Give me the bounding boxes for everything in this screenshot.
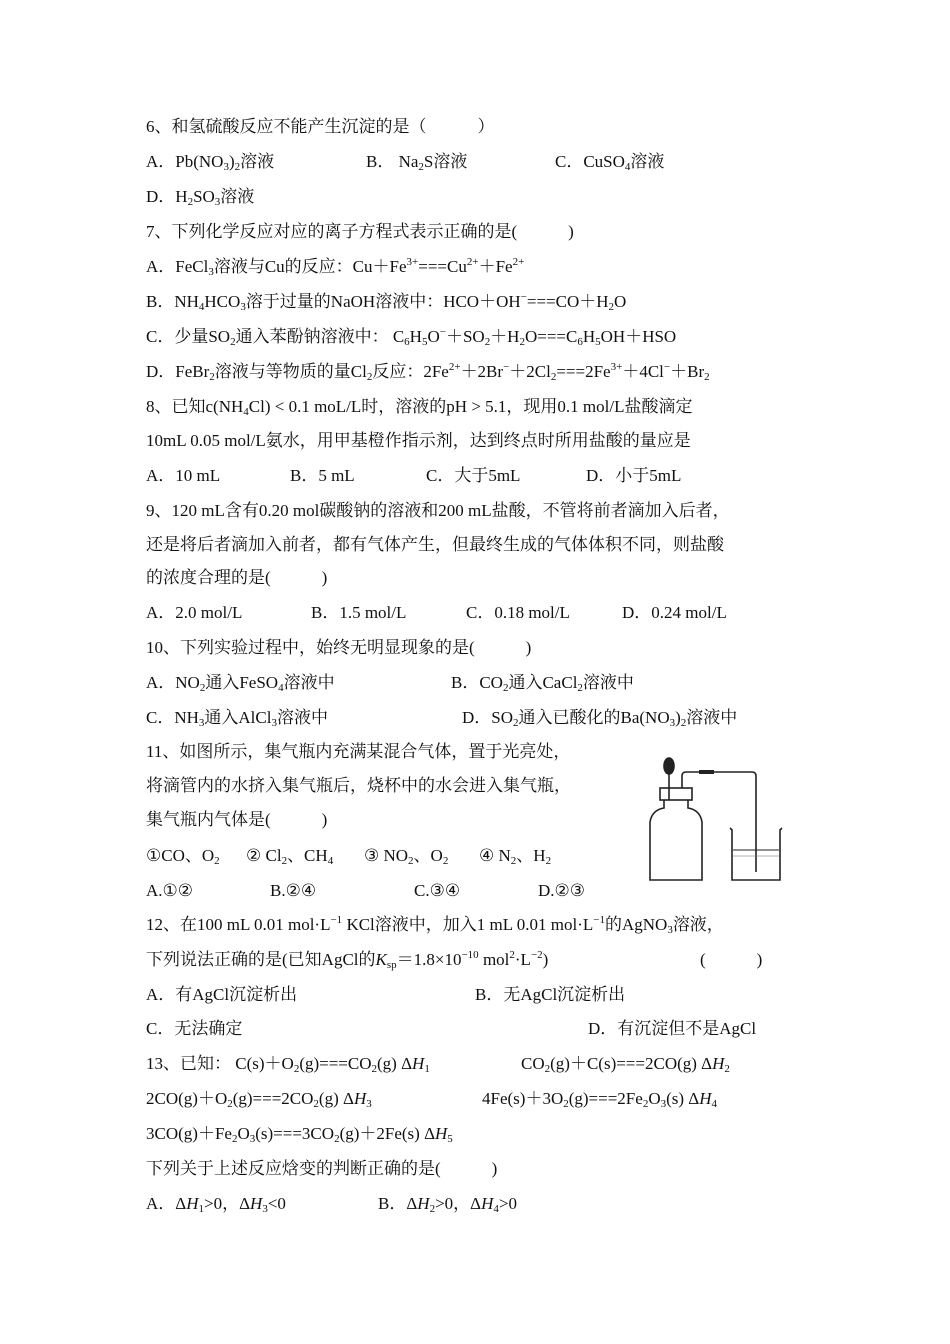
q7-option-a: A．FeCl$_3$溶液与Cu的反应：$Cu+Fe^{3+}===Cu^{2+}+Fe^{2+}$ bbox=[146, 256, 525, 278]
q7-stem: 7、下列化学反应对应的离子方程式表示正确的是( ) bbox=[146, 222, 574, 241]
q9-option-d: D．0.24 mol/L bbox=[622, 603, 727, 622]
q11-gas-3: ③ $NO_2$、$O_2$ bbox=[364, 846, 449, 867]
q11-gas-4: ④ $N_2$、$H_2$ bbox=[479, 846, 552, 867]
q12-stem-line-2: 下列说法正确的是(已知AgCl的$K_{sp}=1.8\times 10^{-10}$ $mol^2\cdot L^{-2}$) bbox=[146, 949, 549, 971]
q9-option-c: C．0.18 mol/L bbox=[466, 603, 570, 622]
q8-option-d: D．小于5mL bbox=[586, 466, 682, 485]
q8-stem-line-1: 8、已知$c(NH_4Cl) < 0.1$ moL/L时，溶液的pH > 5.1，现用0.1 mol/L盐酸滴定 bbox=[146, 397, 693, 418]
q6-option-c: C．CuSO$_4$溶液 bbox=[555, 152, 665, 173]
q12-option-c: C．无法确定 bbox=[146, 1019, 243, 1038]
q6-stem: 6、和氢硫酸反应不能产生沉淀的是（ ） bbox=[146, 117, 495, 136]
q6-option-b: B． $Na_2S$溶液 bbox=[366, 152, 468, 173]
q11-option-c: C.③④ bbox=[414, 881, 461, 900]
dropper-bulb bbox=[664, 758, 674, 774]
q13-eq-3: $2CO(g)+O_2(g)===2CO_2(g)$ $\Delta H_3$ bbox=[146, 1089, 372, 1110]
stopper bbox=[660, 788, 692, 800]
q11-option-b: B.②④ bbox=[270, 881, 317, 900]
q13-eq-2: $CO_2(g)+C(s)===2CO(g)$ $\Delta H_2$ bbox=[521, 1054, 730, 1075]
q13-stem: 下列关于上述反应焓变的判断正确的是( ) bbox=[146, 1159, 498, 1178]
q8-option-c: C．大于5mL bbox=[426, 466, 521, 485]
q9-stem-line-1: 9、120 mL含有0.20 mol碳酸钠的溶液和200 mL盐酸，不管将前者滴加入后者， bbox=[146, 501, 730, 520]
q7-option-d: D．FeBr$_2$溶液与等物质的量$Cl_2$反应：$2Fe^{2+}+2Br^-+2Cl_2===2Fe^{3+}+4Cl^-+Br_2$ bbox=[146, 361, 710, 383]
q11-option-a: A.①② bbox=[146, 881, 194, 900]
q8-stem-line-2: 10mL 0.05 mol/L氨水，用甲基橙作指示剂，达到终点时所用盐酸的量应是 bbox=[146, 431, 691, 450]
q7-option-b: B．$NH_4HCO_3$溶于过量的NaOH溶液中：$HCO+OH^-===CO+H_2O$ bbox=[146, 291, 627, 313]
q10-option-b: B．$CO_2$通入CaCl$_2$溶液中 bbox=[451, 673, 634, 694]
q12-option-b: B．无AgCl沉淀析出 bbox=[475, 985, 626, 1004]
q9-option-a: A．2.0 mol/L bbox=[146, 603, 243, 622]
q13-eq-1: 13、已知： $C(s)+O_2(g)===CO_2(g)$ $\Delta H_1$ bbox=[146, 1054, 430, 1075]
q9-stem-line-3: 的浓度合理的是( ) bbox=[146, 568, 328, 587]
q6-option-a: A．$Pb(NO_3)_2$溶液 bbox=[146, 152, 275, 173]
q11-stem-line-1: 11、如图所示，集气瓶内充满某混合气体，置于光亮处， bbox=[146, 742, 571, 761]
q6-option-d: D．$H_2SO_3$溶液 bbox=[146, 187, 255, 208]
q12-option-d: D．有沉淀但不是AgCl bbox=[588, 1019, 757, 1038]
connecting-tube bbox=[682, 772, 756, 872]
q12-answer-paren: ( ) bbox=[700, 950, 763, 969]
q9-option-b: B．1.5 mol/L bbox=[311, 603, 407, 622]
q11-stem-line-3: 集气瓶内气体是( ) bbox=[146, 810, 328, 829]
q12-option-a: A．有AgCl沉淀析出 bbox=[146, 985, 298, 1004]
q11-gas-1: ①CO、$O_2$ bbox=[146, 846, 220, 867]
q8-option-b: B．5 mL bbox=[290, 466, 355, 485]
q10-option-d: D．$SO_2$通入已酸化的$Ba(NO_3)_2$溶液中 bbox=[462, 708, 738, 729]
q11-gas-2: ② $Cl_2$、$CH_4$ bbox=[246, 846, 334, 867]
q13-option-b: B．$\Delta H_2>0$，$\Delta H_4>0$ bbox=[378, 1194, 517, 1215]
q8-option-a: A．10 mL bbox=[146, 466, 221, 485]
q11-stem-line-2: 将滴管内的水挤入集气瓶后，烧杯中的水会进入集气瓶， bbox=[146, 776, 571, 795]
q13-option-a: A．$\Delta H_1>0$，$\Delta H_3<0$ bbox=[146, 1194, 286, 1215]
q13-eq-5: $3CO(g)+Fe_2O_3(s)===3CO_2(g)+2Fe(s)$ $\Delta H_5$ bbox=[146, 1124, 453, 1145]
q10-stem: 10、下列实验过程中，始终无明显现象的是( ) bbox=[146, 638, 532, 657]
q12-stem-line-1: 12、在100 mL 0.01 $mol\cdot L^{-1}$ KCl溶液中，加入1 mL 0.01 $mol\cdot L^{-1}$的AgNO$_3$溶液， bbox=[146, 914, 724, 936]
gas-bottle-apparatus-figure bbox=[644, 752, 790, 884]
q10-option-a: A．$NO_2$通入FeSO$_4$溶液中 bbox=[146, 673, 335, 694]
q13-eq-4: $4Fe(s)+3O_2(g)===2Fe_2O_3(s)$ $\Delta H_4$ bbox=[482, 1089, 717, 1110]
q10-option-c: C．$NH_3$通入AlCl$_3$溶液中 bbox=[146, 708, 328, 729]
q9-stem-line-2: 还是将后者滴加入前者，都有气体产生，但最终生成的气体体积不同，则盐酸 bbox=[146, 535, 724, 554]
q7-option-c: C．少量$SO_2$通入苯酚钠溶液中： $C_6H_5O^-+SO_2+H_2O===C_6H_5OH+HSO$ bbox=[146, 326, 677, 348]
q11-option-d: D.②③ bbox=[538, 881, 586, 900]
gas-bottle bbox=[650, 800, 702, 880]
